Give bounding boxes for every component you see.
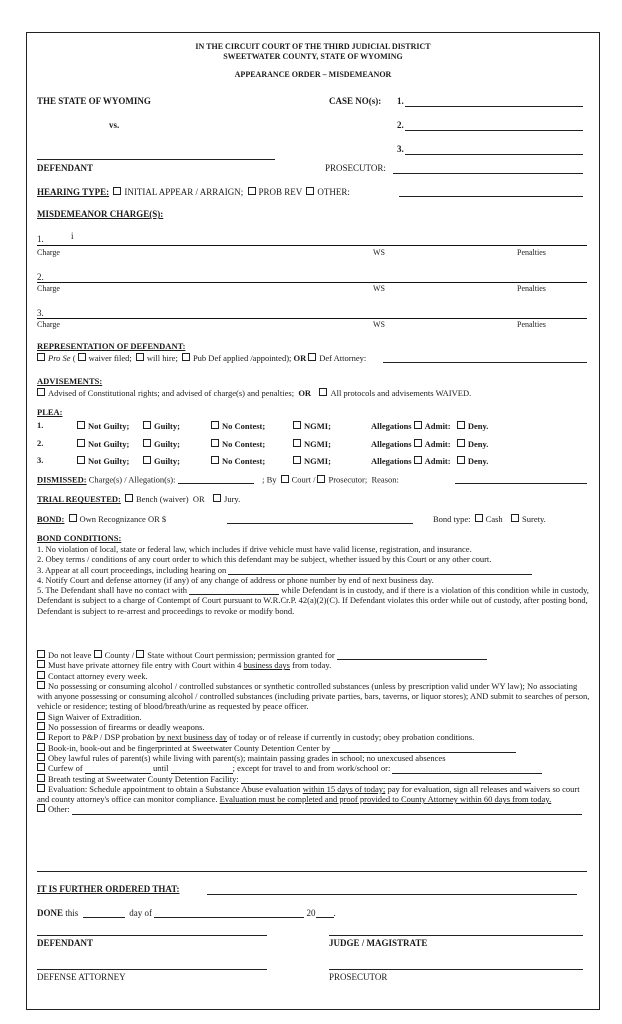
done-label: DONE (37, 908, 64, 918)
breath-testing-field[interactable] (241, 774, 531, 784)
county-checkbox[interactable] (94, 650, 102, 658)
other-hearing-field[interactable] (399, 196, 583, 197)
form-title: APPEARANCE ORDER – MISDEMEANOR (234, 70, 392, 79)
book-in-checkbox[interactable] (37, 743, 45, 751)
charge-3-penalties-label: Penalties (517, 320, 546, 329)
hearing-date-field[interactable] (228, 565, 532, 575)
conditions-checklist (37, 650, 593, 815)
advisements-or: OR (298, 388, 312, 398)
charge-1-mark: i (71, 231, 74, 241)
prosecutor-signature-line[interactable] (329, 969, 583, 970)
other-checkbox[interactable] (37, 804, 45, 812)
plea-1-guilty-label: Guilty; (154, 421, 180, 431)
dismissed-text: Charge(s) / Allegation(s): (88, 474, 176, 485)
plea-2-ngmi-checkbox[interactable] (293, 439, 301, 447)
plea-row-1-no-contest (209, 421, 265, 431)
plea-row-3-ngmi (291, 456, 331, 466)
parents-text: Obey lawful rules of parent(s) while living with parent(s); maintain passing grades in school; no unexcused absences (48, 752, 446, 763)
trial-or: OR (192, 494, 205, 504)
extradition-checkbox[interactable] (37, 712, 45, 720)
private-attorney-item (37, 660, 593, 670)
curfew-text-a: Curfew of (48, 763, 83, 774)
dismissed-reason-field[interactable] (455, 483, 587, 484)
advised-rights-checkbox[interactable] (37, 388, 45, 396)
advised-rights-label: Advised of Constitutional rights; and advised of charge(s) and penalties; (48, 388, 295, 398)
pro-se-label: Pro Se (48, 353, 71, 363)
bond-row (37, 514, 166, 524)
plea-row-1-ngmi (291, 421, 331, 431)
plea-3-deny-checkbox[interactable] (457, 456, 465, 464)
case-no-1-field[interactable] (405, 106, 583, 107)
vs-label: vs. (109, 120, 120, 130)
private-attorney-text-a: Must have private attorney file entry with Court within 4 (48, 660, 242, 671)
condition-3 (37, 565, 593, 575)
representation-or: OR (293, 353, 307, 363)
charge-2-penalties-label: Penalties (517, 284, 546, 293)
bond-or-dollar: OR $ (147, 514, 167, 524)
condition-1: 1. No violation of local, state or federal law, which includes if drive vehicle must have valid license, registration, and insurance. (37, 544, 472, 554)
plea-row-2-not-guilty (75, 439, 129, 449)
plea-3-deny-label: Deny. (467, 456, 489, 466)
plea-3-guilty-label: Guilty; (154, 456, 180, 466)
dismissed-prosecutor-checkbox[interactable] (317, 475, 325, 483)
plea-2-deny-checkbox[interactable] (457, 439, 465, 447)
case-no-label: CASE NO(s): (329, 96, 382, 106)
plea-row-3-guilty (141, 456, 180, 466)
other-field[interactable] (72, 805, 582, 815)
plea-row-1-guilty (141, 421, 180, 431)
pub-def-checkbox[interactable] (182, 353, 190, 361)
appearance-order-form (26, 32, 600, 1010)
defense-attorney-signature-line[interactable] (37, 969, 267, 970)
bench-label: Bench (waiver) (135, 494, 189, 504)
book-in-field[interactable] (332, 743, 516, 753)
contact-attorney-item (37, 671, 593, 681)
misdemeanor-charges-label: MISDEMEANOR CHARGE(S): (37, 209, 164, 219)
charge-1-field[interactable] (37, 245, 587, 246)
cash-label: Cash (485, 514, 503, 524)
firearms-checkbox[interactable] (37, 722, 45, 730)
representation-row (35, 353, 366, 363)
state-of-wyoming: THE STATE OF WYOMING (37, 96, 151, 106)
charge-3-charge-label: Charge (37, 320, 60, 329)
probation-text-b: of today or of release if currently in custody; obey probation conditions. (229, 732, 475, 743)
charge-2-ws-label: WS (373, 284, 385, 293)
waiver-filed-label: waiver filed; (88, 353, 132, 363)
plea-1-allegations-label: Allegations (371, 421, 412, 431)
plea-2-admit-label: Admit: (424, 439, 451, 449)
charge-1-penalties-label: Penalties (517, 248, 546, 257)
charge-1-charge-label: Charge (37, 248, 60, 257)
done-day-of: day of (129, 908, 153, 918)
dismissed-charges-field[interactable] (178, 474, 254, 484)
contact-attorney-text: Contact attorney every week. (48, 670, 148, 681)
bond-amount-field[interactable] (227, 523, 413, 524)
dismissed-court-checkbox[interactable] (281, 475, 289, 483)
plea-row-1-not-guilty (75, 421, 129, 431)
plea-1-no-contest-label: No Contest; (222, 421, 266, 431)
county-label: County / (104, 650, 135, 660)
initial-appear-label: INITIAL APPEAR / ARRAIGN; (124, 187, 244, 197)
other-field-line-2[interactable] (37, 871, 587, 872)
private-attorney-text-b: from today. (292, 660, 332, 671)
plea-2-ngmi-label: NGMI; (304, 439, 331, 449)
hearing-type-row (37, 187, 350, 197)
alcohol-text: No possessing or consuming alcohol / controlled substances or synthetic controlled substances (unless by prescription valid under WY law); No associating with anyone possessing or consuming alcohol / controlled substances (including private parties, bars, taverns, or liquor stores); AND submit to searches of person, vehicle or residence; testing of blood/breath/urine as requested by peace officer. (37, 680, 590, 712)
plea-2-no-contest-label: No Contest; (222, 439, 266, 449)
will-hire-label: will hire; (146, 353, 178, 363)
curfew-until-field[interactable] (171, 764, 233, 774)
advisements-row (35, 388, 471, 398)
book-in-text: Book-in, book-out and be fingerprinted at Sweetwater County Detention Center by (48, 742, 331, 753)
breath-testing-text: Breath testing at Sweetwater County Detention Facility: (48, 773, 239, 784)
prosecutor-signature-label: PROSECUTOR (329, 972, 388, 982)
private-attorney-text-u: business days (243, 660, 290, 671)
evaluation-text-u2: Evaluation must be completed and proof provided to County Attorney within 60 days from today. (219, 794, 552, 805)
other-item (37, 804, 593, 814)
plea-3-no-contest-checkbox[interactable] (211, 456, 219, 464)
prosecutor-label: PROSECUTOR: (325, 163, 386, 173)
plea-3-not-guilty-checkbox[interactable] (77, 456, 85, 464)
plea-3-admit-checkbox[interactable] (414, 456, 422, 464)
condition-5 (37, 585, 593, 616)
condition-5-text-b: while Defendant is in custody, and if there is a violation of this condition while in custody, Defendant is subject to a charge of Contempt of Court pursuant to W.R.Cr.P. 42(a)(2)(C). If Defendant violates this order while out of custody, after posting bond, Defendant is subject to re-arrest and proceedings to revoke or modify bond. (37, 585, 589, 616)
other-text: Other: (48, 804, 70, 815)
prob-rev-checkbox[interactable] (248, 187, 256, 195)
case-no-3: 3. (397, 144, 404, 154)
probation-checkbox[interactable] (37, 732, 45, 740)
evaluation-item (37, 784, 593, 805)
extradition-item (37, 712, 593, 722)
pub-def-label: Pub Def applied /appointed); (192, 353, 292, 363)
plea-row-3-not-guilty (75, 456, 129, 466)
breath-testing-checkbox[interactable] (37, 774, 45, 782)
plea-3-ngmi-checkbox[interactable] (293, 456, 301, 464)
probation-item (37, 732, 593, 742)
trial-row (37, 494, 240, 504)
plea-1-deny-checkbox[interactable] (457, 421, 465, 429)
bond-conditions-label: BOND CONDITIONS: (37, 533, 122, 543)
def-attorney-field[interactable] (383, 362, 587, 363)
curfew-text-c: ; except for travel to and from work/school or: (232, 763, 391, 774)
cash-checkbox[interactable] (475, 514, 483, 522)
plea-row-1-allegations (371, 421, 488, 431)
plea-row-2-guilty (141, 439, 180, 449)
do-not-leave-item (37, 650, 593, 660)
evaluation-text-b: pay for evaluation, sign all releases and waivers so court and county attorney's office can monitor compliance. (37, 783, 580, 805)
evaluation-text-u1: within 15 days of today; (302, 783, 386, 794)
defendant-name-field[interactable] (37, 159, 275, 160)
curfew-from-field[interactable] (85, 764, 151, 774)
defendant-label: DEFENDANT (37, 163, 94, 173)
permission-field[interactable] (337, 650, 487, 660)
state-checkbox[interactable] (136, 650, 144, 658)
charge-1-num: 1. (37, 234, 44, 244)
bond-label: BOND: (37, 514, 65, 524)
own-recognizance-label: Own Recognizance (79, 514, 146, 524)
dismissed-label: DISMISSED: (37, 474, 87, 485)
prob-rev-label: PROB REV (258, 187, 303, 197)
bond-conditions-list (37, 544, 593, 616)
charge-2-num: 2. (37, 272, 44, 282)
plea-row-2-ngmi (291, 439, 331, 449)
surety-label: Surety. (522, 514, 546, 524)
defense-attorney-signature-label: DEFENSE ATTORNEY (37, 972, 126, 982)
def-attorney-label: Def Attorney: (319, 353, 367, 363)
prosecutor-field[interactable] (393, 173, 583, 174)
plea-3-guilty-checkbox[interactable] (143, 456, 151, 464)
plea-1-not-guilty-checkbox[interactable] (77, 421, 85, 429)
plea-3-not-guilty-label: Not Guilty; (88, 456, 130, 466)
dismissed-court-label: Court / (291, 474, 316, 485)
defendant-signature-label: DEFENDANT (37, 938, 94, 948)
plea-label: PLEA: (37, 407, 63, 417)
case-no-1: 1. (397, 96, 404, 106)
own-recognizance-checkbox[interactable] (69, 514, 77, 522)
representation-label: REPRESENTATION OF DEFENDANT: (37, 341, 186, 351)
judge-signature-label: JUDGE / MAGISTRATE (329, 938, 428, 948)
evaluation-text-a: Evaluation: Schedule appointment to obtain a Substance Abuse evaluation (48, 783, 301, 794)
hearing-type-label: HEARING TYPE: (37, 187, 110, 197)
curfew-item (37, 763, 593, 773)
plea-2-deny-label: Deny. (467, 439, 489, 449)
advisements-label: ADVISEMENTS: (37, 376, 103, 386)
plea-row-3-no-contest (209, 456, 265, 466)
plea-1-deny-label: Deny. (467, 421, 489, 431)
plea-3-admit-label: Admit: (424, 456, 451, 466)
done-this: this (65, 908, 79, 918)
charge-2-field[interactable] (37, 282, 587, 283)
court-line-2: SWEETWATER COUNTY, STATE OF WYOMING (223, 52, 403, 61)
dismissed-row (37, 474, 399, 484)
plea-1-not-guilty-label: Not Guilty; (88, 421, 130, 431)
waiver-filed-checkbox[interactable] (78, 353, 86, 361)
dismissed-reason-label: Reason: (371, 474, 399, 485)
plea-3-ngmi-label: NGMI; (304, 456, 331, 466)
waived-checkbox[interactable] (319, 388, 327, 396)
jury-label: Jury. (224, 494, 241, 504)
probation-text-a: Report to P&P / DSP probation (48, 732, 155, 743)
charge-3-ws-label: WS (373, 320, 385, 329)
judge-signature-line[interactable] (329, 935, 583, 936)
court-line-1: IN THE CIRCUIT COURT OF THE THIRD JUDICIAL DISTRICT (195, 42, 431, 51)
plea-1-ngmi-checkbox[interactable] (293, 421, 301, 429)
plea-2-admit-checkbox[interactable] (414, 439, 422, 447)
case-no-2-field[interactable] (405, 130, 583, 131)
plea-1-ngmi-label: NGMI; (304, 421, 331, 431)
bond-type-row (433, 514, 546, 524)
contact-attorney-checkbox[interactable] (37, 671, 45, 679)
waived-label: All protocols and advisements WAIVED. (330, 388, 472, 398)
private-attorney-checkbox[interactable] (37, 660, 45, 668)
firearms-item (37, 722, 593, 732)
will-hire-checkbox[interactable] (136, 353, 144, 361)
plea-2-guilty-checkbox[interactable] (143, 439, 151, 447)
done-month-field[interactable] (154, 908, 304, 918)
other-hearing-checkbox[interactable] (306, 187, 314, 195)
other-hearing-label: OTHER: (317, 187, 350, 197)
jury-checkbox[interactable] (213, 494, 221, 502)
charge-3-field[interactable] (37, 318, 587, 319)
probation-text-u: by next business day (156, 732, 228, 743)
plea-2-not-guilty-checkbox[interactable] (77, 439, 85, 447)
plea-2-not-guilty-label: Not Guilty; (88, 439, 130, 449)
alcohol-item (37, 681, 593, 712)
charge-3-num: 3. (37, 308, 44, 318)
plea-1-no-contest-checkbox[interactable] (211, 421, 219, 429)
def-attorney-checkbox[interactable] (308, 353, 316, 361)
book-in-item (37, 743, 593, 753)
plea-row-3-num: 3. (37, 455, 44, 465)
extradition-text: Sign Waiver of Extradition. (48, 711, 142, 722)
initial-appear-checkbox[interactable] (113, 187, 121, 195)
do-not-leave-text: Do not leave (48, 650, 92, 660)
surety-checkbox[interactable] (511, 514, 519, 522)
further-ordered-field[interactable] (207, 894, 577, 895)
pro-se-checkbox[interactable] (37, 353, 45, 361)
further-ordered-label: IT IS FURTHER ORDERED THAT: (37, 884, 180, 894)
firearms-text: No possession of firearms or deadly weapons. (48, 722, 205, 733)
alcohol-checkbox[interactable] (37, 681, 45, 689)
defendant-signature-line[interactable] (37, 935, 267, 936)
plea-3-no-contest-label: No Contest; (222, 456, 266, 466)
charge-1-ws-label: WS (373, 248, 385, 257)
trial-requested-label: TRIAL REQUESTED: (37, 494, 121, 504)
case-no-3-field[interactable] (405, 154, 583, 155)
curfew-checkbox[interactable] (37, 763, 45, 771)
state-permission-text: State without Court permission; permission granted for (147, 650, 335, 660)
curfew-except-field[interactable] (392, 764, 542, 774)
do-not-leave-checkbox[interactable] (37, 650, 45, 658)
plea-1-admit-checkbox[interactable] (414, 421, 422, 429)
dismissed-by: ; By (262, 474, 277, 485)
condition-4: 4. Notify Court and defense attorney (if any) of any change of address or phone number by end of next business day. (37, 574, 434, 585)
evaluation-checkbox[interactable] (37, 784, 45, 792)
paren-open: ( (72, 353, 76, 363)
plea-row-2-no-contest (209, 439, 265, 449)
condition-5-text-a: 5. The Defendant shall have no contact with (37, 585, 187, 596)
parents-item (37, 753, 593, 763)
condition-3-text: 3. Appear at all court proceedings, including hearing on (37, 564, 227, 575)
plea-row-2-num: 2. (37, 438, 44, 448)
bench-checkbox[interactable] (125, 494, 133, 502)
plea-row-1-num: 1. (37, 420, 44, 430)
plea-1-admit-label: Admit: (424, 421, 451, 431)
case-no-2: 2. (397, 120, 404, 130)
bond-type-label: Bond type: (433, 514, 471, 524)
done-day-field[interactable] (83, 908, 125, 918)
no-contact-field[interactable] (189, 585, 279, 595)
plea-1-guilty-checkbox[interactable] (143, 421, 151, 429)
plea-2-guilty-label: Guilty; (154, 439, 180, 449)
plea-2-no-contest-checkbox[interactable] (211, 439, 219, 447)
plea-row-2-allegations (371, 439, 488, 449)
done-row: DONE this day of 20 . (37, 908, 336, 918)
done-year: 20 (306, 908, 316, 918)
plea-row-3-allegations (371, 456, 488, 466)
condition-2: 2. Obey terms / conditions of any court order to which this defendant may be subject, whether issued by this Court or any other court. (37, 554, 492, 565)
breath-testing-item (37, 774, 593, 784)
dismissed-prosecutor-label: Prosecutor; (328, 474, 368, 485)
curfew-until-label: until (152, 763, 169, 774)
plea-3-allegations-label: Allegations (371, 456, 412, 466)
done-year-field[interactable] (316, 908, 334, 918)
charge-2-charge-label: Charge (37, 284, 60, 293)
plea-2-allegations-label: Allegations (371, 439, 412, 449)
parents-checkbox[interactable] (37, 753, 45, 761)
